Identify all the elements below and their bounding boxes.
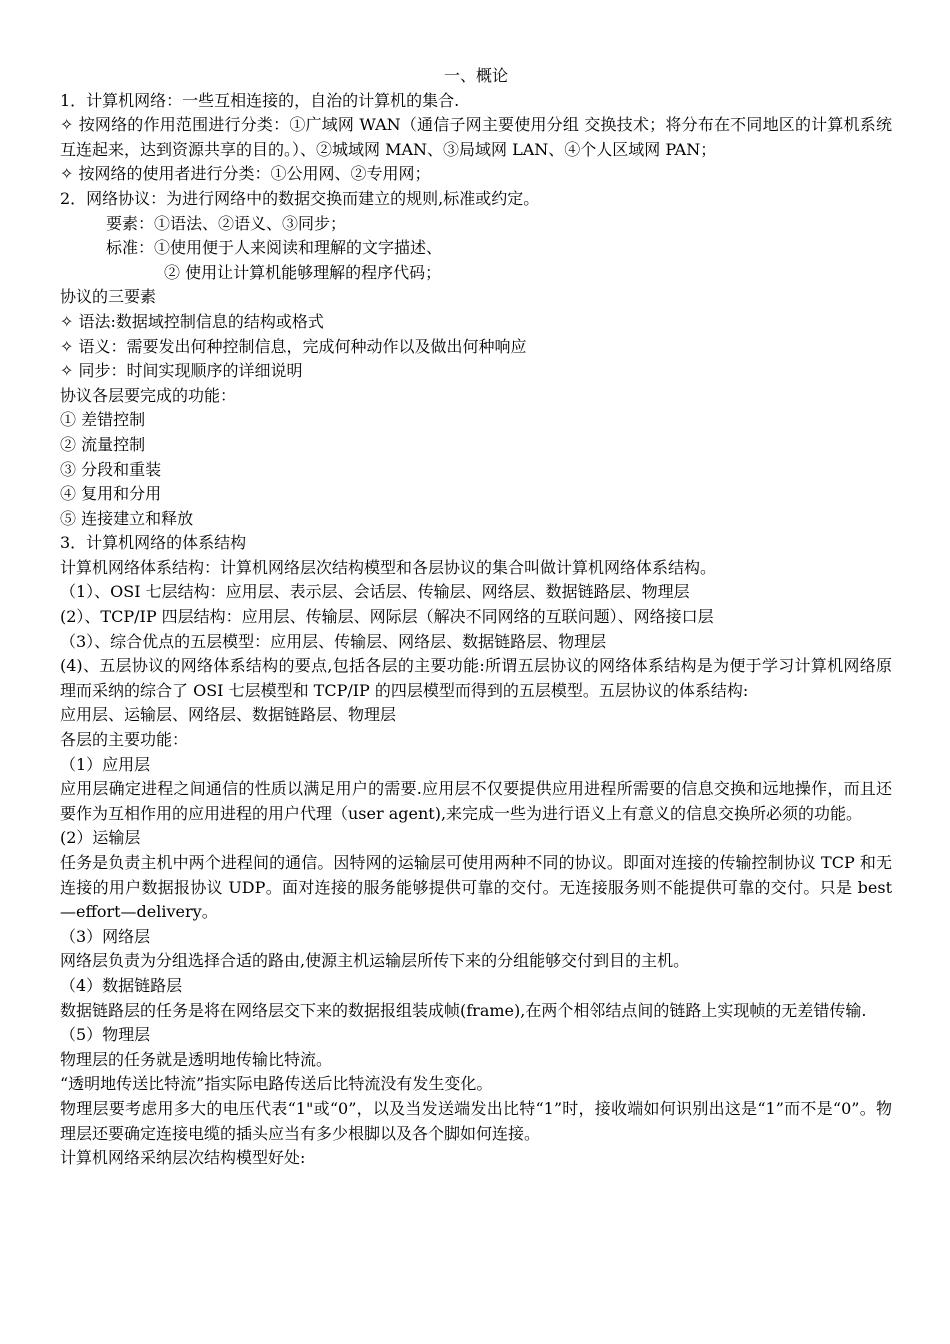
classification-by-user: ✧ 按网络的使用者进行分类：①公用网、②专用网； [60, 164, 431, 184]
section-heading-architecture: 3．计算机网络的体系结构 [60, 533, 247, 553]
element-timing: ✧ 同步：时间实现顺序的详细说明 [60, 361, 303, 381]
page-title: 一、概论 [443, 66, 508, 85]
five-layer-model: （3）、综合优点的五层模型：应用层、传输层、网络层、数据链路层、物理层 [60, 631, 607, 651]
layered-model-benefits-heading: 计算机网络采纳层次结构模型好处: [60, 1148, 306, 1168]
classification-by-scope: ✧ 按网络的作用范围进行分类：①广域网 WAN（通信子网主要使用分组 交换技术；将分布在不同地区的计算机系统互连起来，达到资源共享的目的。）、②城域网 MAN、③局域网 LAN、④个人区域网 PAN； [60, 115, 892, 159]
network-layer-text: 网络层负责为分组选择合适的路由,使源主机运输层所传下来的分组能够交付到目的主机。 [60, 951, 690, 971]
protocol-standard-1: 标准：①使用便于人来阅读和理解的文字描述、 [106, 238, 443, 258]
list-item: ① 差错控制 [60, 410, 146, 430]
physical-layer-text: 物理层的任务就是透明地传输比特流。 [60, 1049, 333, 1069]
osi-seven-layer: （1）、OSI 七层结构：应用层、表示层、会话层、传输层、网络层、数据链路层、物理层 [60, 582, 690, 602]
list-item: ③ 分段和重装 [60, 459, 162, 479]
protocol-standard-2: ② 使用让计算机能够理解的程序代码； [164, 262, 442, 282]
network-layer-heading: （3）网络层 [60, 926, 151, 946]
data-link-layer-heading: （4）数据链路层 [60, 975, 183, 995]
architecture-definition: 计算机网络体系结构：计算机网络层次结构模型和各层协议的集合叫做计算机网络体系结构。 [60, 557, 717, 577]
transport-layer-heading: (2）运输层 [60, 828, 141, 848]
list-item: ④ 复用和分用 [60, 484, 162, 504]
physical-layer-detail: 物理层要考虑用多大的电压代表“1"或“0”，以及当发送端发出比特“1”时，接收端如何识别出这是“1”而不是“0”。物理层还要确定连接电缆的插头应当有多少根脚以及各个脚如何连接。 [60, 1098, 892, 1143]
transparent-bitstream-note: “透明地传送比特流”指实际电路传送后比特流没有发生变化。 [60, 1074, 493, 1094]
application-layer-heading: （1）应用层 [60, 754, 151, 774]
list-item: ⑤ 连接建立和释放 [60, 508, 194, 528]
tcpip-four-layer: (2）、TCP/IP 四层结构：应用层、传输层、网际层（解决不同网络的互联问题）、网络接口层 [60, 607, 714, 627]
five-layer-list: 应用层、运输层、网络层、数据链路层、物理层 [60, 705, 397, 725]
definition-computer-network: 1．计算机网络：一些互相连接的，自治的计算机的集合. [60, 90, 460, 110]
list-item: ② 流量控制 [60, 434, 146, 454]
layer-functions-heading: 协议各层要完成的功能： [60, 385, 237, 405]
application-layer-text: 应用层确定进程之间通信的性质以满足用户的需要.应用层不仅要提供应用进程所需要的信息交换和远地操作，而且还要作为互相作用的应用进程的用户代理（user agent),来完成一些为进行语义上有意义的信息交换所必须的功能。 [60, 779, 892, 823]
element-semantics: ✧ 语义：需要发出何种控制信息，完成何种动作以及做出何种响应 [60, 336, 527, 356]
three-elements-heading: 协议的三要素 [60, 287, 157, 307]
transport-layer-text: 任务是负责主机中两个进程间的通信。因特网的运输层可使用两种不同的协议。即面对连接的传输控制协议 TCP 和无连接的用户数据报协议 UDP。面对连接的服务能够提供可靠的交付。无连接服务则不能提供可靠的交付。只是 best—effort—delivery。 [60, 853, 892, 922]
definition-network-protocol: 2．网络协议：为进行网络中的数据交换而建立的规则,标准或约定。 [60, 188, 540, 208]
protocol-elements: 要素：①语法、②语义、③同步； [106, 213, 347, 233]
five-layer-explanation: (4)、五层协议的网络体系结构的要点,包括各层的主要功能:所谓五层协议的网络体系结构是为便于学习计算机网络原理而采纳的综合了 OSI 七层模型和 TCP/IP 的四层模型而得到的五层模型。五层协议的体系结构: [60, 656, 892, 700]
physical-layer-heading: （5）物理层 [60, 1025, 151, 1045]
layer-functions-subheading: 各层的主要功能： [60, 730, 189, 750]
element-syntax: ✧ 语法:数据域控制信息的结构或格式 [60, 311, 324, 331]
data-link-layer-text: 数据链路层的任务是将在网络层交下来的数据报组装成帧(frame),在两个相邻结点间的链路上实现帧的无差错传输. [60, 1000, 867, 1020]
